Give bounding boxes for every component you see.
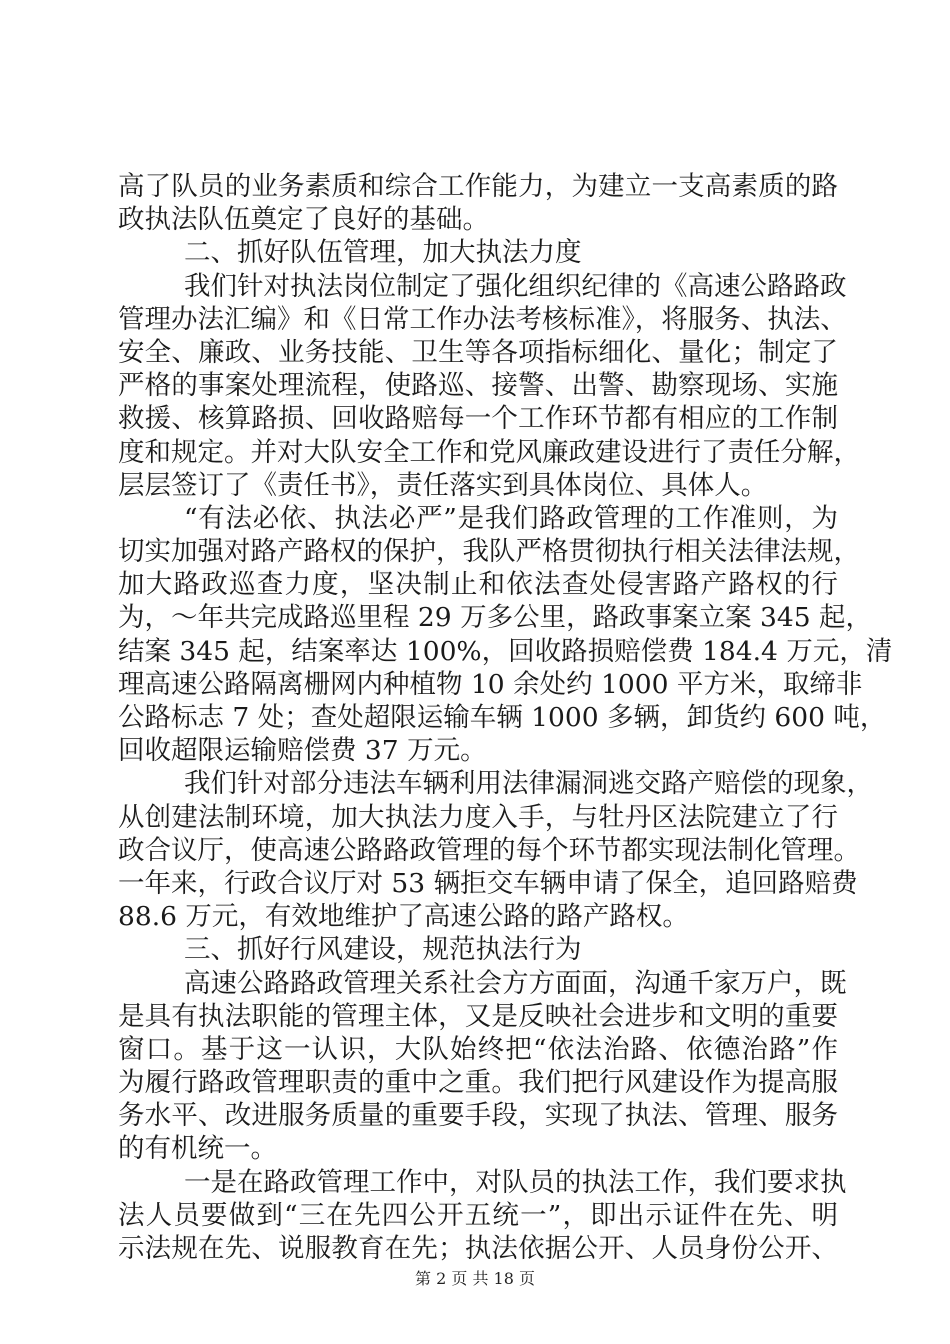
text-line: 公路标志 7 处；查处超限运输车辆 1000 多辆，卸货约 600 吨， bbox=[118, 702, 887, 733]
text-line: 高速公路路政管理关系社会方方面面，沟通千家万户，既 bbox=[184, 967, 847, 999]
text-line: 一是在路政管理工作中，对队员的执法工作，我们要求执 bbox=[184, 1166, 847, 1198]
text-line: 理高速公路隔离栅网内种植物 10 余处约 1000 平方米，取缔非 bbox=[118, 668, 863, 700]
text-line: 加大路政巡查力度，坚决制止和依法查处侵害路产路权的行 bbox=[118, 569, 838, 601]
text-line: 安全、廉政、业务技能、卫生等各项指标细化、量化；制定了 bbox=[118, 336, 838, 368]
text-line: 切实加强对路产路权的保护，我队严格贯彻执行相关法律法规， bbox=[118, 536, 860, 568]
document-body bbox=[118, 170, 893, 1265]
text-line: 88.6 万元，有效地维护了高速公路的路产路权。 bbox=[118, 901, 689, 933]
text-line: 层层签订了《责任书》，责任落实到具体岗位、具体人。 bbox=[118, 469, 768, 501]
text-line: 我们针对部分违法车辆利用法律漏洞逃交路产赔偿的现象， bbox=[184, 768, 873, 800]
text-line: 政合议厅，使高速公路路政管理的每个环节都实现法制化管理。 bbox=[118, 834, 860, 866]
text-line: 是具有执法职能的管理主体，又是反映社会进步和文明的重要 bbox=[118, 1000, 838, 1032]
text-line: 务水平、改进服务质量的重要手段，实现了执法、管理、服务 bbox=[118, 1100, 838, 1132]
text-line: 回收超限运输赔偿费 37 万元。 bbox=[118, 735, 487, 767]
text-line: 的有机统一。 bbox=[118, 1133, 277, 1165]
text-line: 严格的事案处理流程，使路巡、接警、出警、勘察现场、实施 bbox=[118, 370, 838, 402]
text-line: 为，～年共完成路巡里程 29 万多公里，路政事案立案 345 起， bbox=[118, 602, 872, 634]
text-line: 政执法队伍奠定了良好的基础。 bbox=[118, 204, 489, 236]
page-number-footer: 第 2 页 共 18 页 bbox=[415, 1269, 535, 1288]
text-line: 度和规定。并对大队安全工作和党风廉政建设进行了责任分解， bbox=[118, 436, 860, 468]
text-line: 窗口。基于这一认识，大队始终把“依法治路、依德治路”作 bbox=[118, 1033, 838, 1065]
text-line: 结案 345 起，结案率达 100%，回收路损赔偿费 184.4 万元，清 bbox=[118, 635, 893, 667]
text-line: 从创建法制环境，加大执法力度入手，与牡丹区法院建立了行 bbox=[118, 801, 838, 833]
text-line: 高了队员的业务素质和综合工作能力，为建立一支高素质的路 bbox=[118, 171, 838, 202]
text-line: 三、抓好行风建设，规范执法行为 bbox=[184, 934, 582, 966]
text-line: 为履行路政管理职责的重中之重。我们把行风建设作为提高服 bbox=[118, 1067, 838, 1099]
text-line: 示法规在先、说服教育在先；执法依据公开、人员身份公开、 bbox=[118, 1233, 838, 1264]
text-line: 二、抓好队伍管理，加大执法力度 bbox=[184, 237, 582, 269]
text-line: 法人员要做到“三在先四公开五统一”，即出示证件在先、明 bbox=[118, 1199, 838, 1231]
text-line: 救援、核算路损、回收路赔每一个工作环节都有相应的工作制 bbox=[118, 403, 838, 435]
text-line: 我们针对执法岗位制定了强化组织纪律的《高速公路路政 bbox=[184, 270, 847, 302]
text-line: 管理办法汇编》和《日常工作办法考核标准》，将服务、执法、 bbox=[118, 303, 847, 335]
text-line: 一年来，行政合议厅对 53 辆拒交车辆申请了保全，追回路赔费 bbox=[118, 867, 858, 899]
text-line: “有法必依、执法必严”是我们路政管理的工作准则，为 bbox=[184, 502, 838, 534]
